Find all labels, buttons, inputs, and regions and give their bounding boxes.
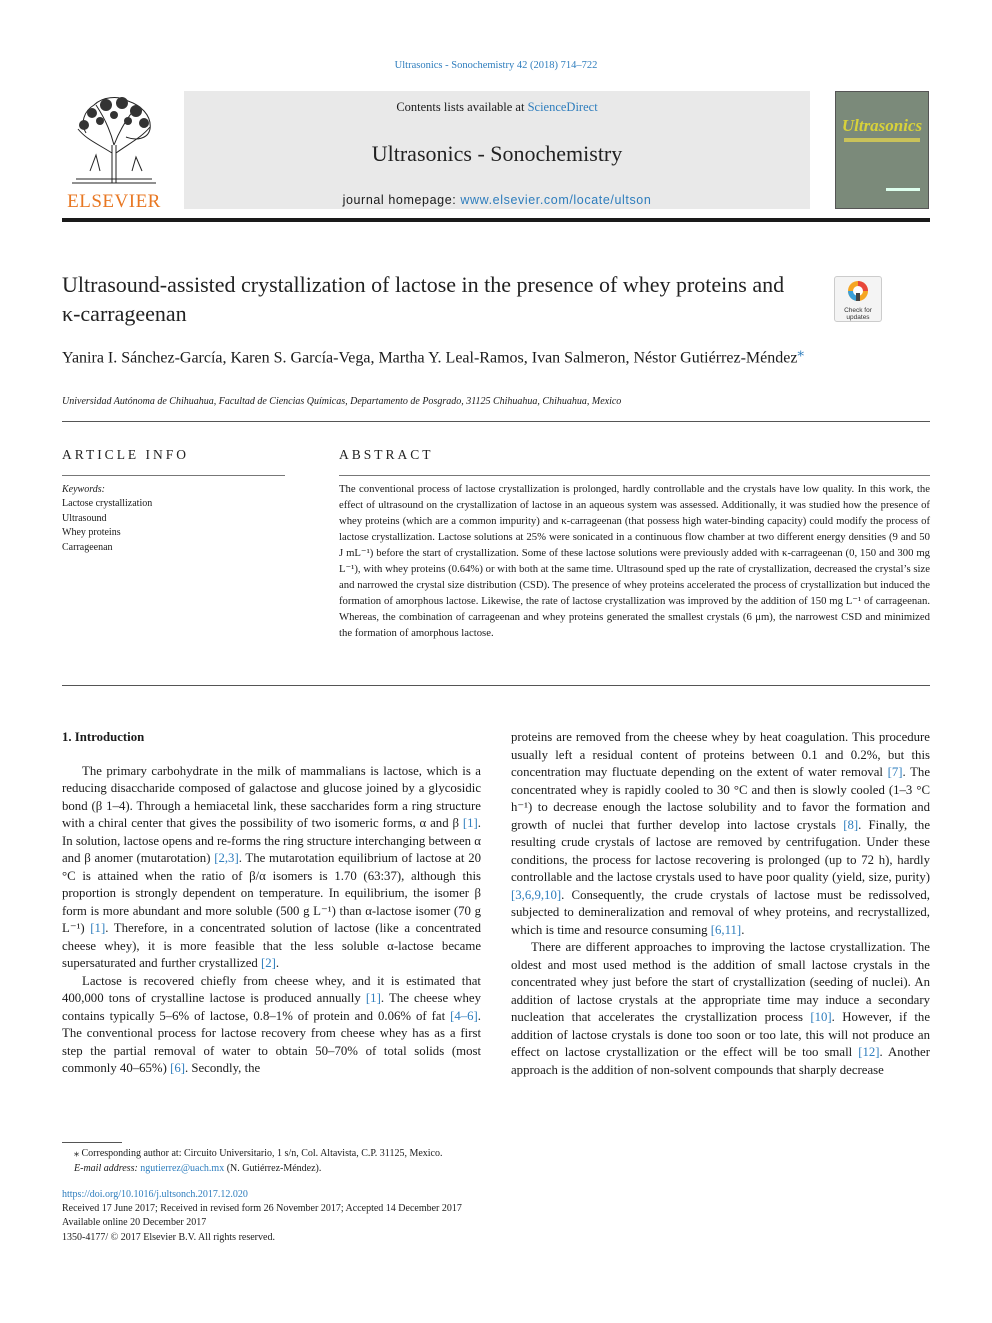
corresponding-author-mark[interactable]: ⁎ [797,344,805,359]
email-label: E-mail address: [74,1163,141,1174]
affiliation-divider [62,421,930,422]
keyword-item: Ultrasound [62,512,107,524]
journal-reference-link[interactable]: Ultrasonics - Sonochemistry 42 (2018) 714–722 [394,60,598,71]
text-run: . In solution, lactose opens and re-forms the ring structure interchanging between α and β anomer (mutarotation) [62,816,481,865]
text-run: . Therefore, in a concentrated solution of lactose (like a concentrated cheese whey), it is more feasible that the less soluble α-lactose became supersaturated and further crystallized [62,921,481,970]
footnote-mark: ⁎ [74,1148,79,1159]
journal-homepage-link[interactable]: www.elsevier.com/locate/ultson [460,193,652,207]
authors-text: Yanira I. Sánchez-García, Karen S. García-Vega, Martha Y. Leal-Ramos, Ivan Salmeron, Néstor Gutiérrez-Méndez [62,349,798,367]
citation-link[interactable]: [6] [170,1061,185,1075]
text-run: . Another approach is the addition of non-solvent compounds that sharply decrease [511,1045,930,1077]
received-dates: Received 17 June 2017; Received in revised form 26 November 2017; Accepted 14 December 2017 [62,1203,462,1215]
citation-link[interactable]: [6,11] [710,922,742,937]
citation-link[interactable]: [3,6,9,10] [511,887,562,902]
text-run: . Consequently, the crude crystals of lactose must be redissolved, subjected to demineralization and removal of whey proteins, and recrystallized, which is time and resource consuming [511,887,930,937]
doi-link[interactable]: https://doi.org/10.1016/j.ultsonch.2017.12.020 [62,1189,248,1200]
keyword-item: Lactose crystallization [62,498,153,510]
article-info-heading: ARTICLE INFO [62,447,190,462]
contents-line [184,100,810,115]
paragraph [511,729,930,939]
text-run: . Secondly, the [184,1061,261,1075]
journal-masthead [62,91,930,219]
keywords-label: Keywords: [62,484,105,495]
footnotes [62,1146,762,1176]
text-run: . The concentrated whey is rapidly cooled to 30 °C and then is slowly cooled (1–3 °C h⁻¹) to decrease enough the lactose solubility and to favor the formation and growth of nuclei that further develop into lactose crystals [511,765,931,832]
journal-header-box [184,91,810,209]
check-updates-label: Check for updates [844,307,872,321]
body-column-right [511,729,930,1079]
check-for-updates-button[interactable] [834,276,882,322]
citation-link[interactable]: [8] [843,817,859,832]
homepage-prefix: journal homepage: [342,193,461,207]
citation-link[interactable]: [12] [858,1045,880,1059]
text-run: . The cheese whey contains typically 5–6% of lactose, 0.8–1% of protein and 0.06% of fat [62,991,482,1023]
check-updates-icon [847,280,869,302]
paragraph [62,763,481,973]
keyword-item: Carrageenan [62,541,113,553]
elsevier-tree-icon [66,93,162,185]
footnote-divider [62,1142,122,1143]
cover-title: Ultrasonics [841,116,923,135]
citation-link[interactable]: [1] [365,991,381,1005]
journal-title: Ultrasonics - Sonochemistry [371,141,623,166]
publisher-name: ELSEVIER [67,191,161,212]
contents-prefix: Contents lists available at [396,100,528,114]
citation-link[interactable]: [2,3] [214,851,239,865]
cover-footer-bar [886,188,920,191]
text-run: . The mutarotation equilibrium of lactose at 20 °C is attained when the ratio of β/α isomers is 1.70 (63:37), although this proportion is strongly dependent on temperature. In equilibrium, the isomer β form is more abundant and more soluble (500 g L⁻¹) than α-lactose isomer (70 g L⁻¹) [62,851,481,935]
citation-link[interactable]: [1] [462,816,478,830]
footnote-text: Corresponding author at: Circuito Universitario, 1 s/n, Col. Altavista, C.P. 31125, Mexico. [79,1148,443,1159]
citation-link[interactable]: [2] [260,956,276,970]
citation-link[interactable]: [10] [810,1010,832,1024]
citation-link[interactable]: [1] [90,921,106,935]
citation-link[interactable]: [4–6] [450,1008,478,1023]
text-run: . However, if the addition of lactose crystals is done too soon or too late, this will not produce an effect on lactose crystallization or the effect will be too small [511,1010,931,1059]
article-info-divider [62,475,285,476]
corresponding-author-note [62,1146,762,1161]
publisher-logo[interactable] [62,91,172,211]
email-suffix: (N. Gutiérrez-Méndez). [224,1163,322,1174]
text-run: Lactose is recovered chiefly from cheese whey, and it is estimated that 400,000 tons of crystalline lactose is produced annually [62,973,481,1005]
email-note [62,1161,762,1176]
abstract-divider [339,475,930,476]
keyword-item: Whey proteins [62,527,121,539]
section-title: 1. Introduction [62,730,145,744]
homepage-line [184,193,810,207]
copyright-line: 1350-4177/ © 2017 Elsevier B.V. All rights reserved. [62,1231,275,1243]
keywords-block [62,483,292,555]
paragraph [62,973,481,1078]
masthead-divider [62,218,930,222]
article-history [62,1188,762,1245]
text-run: . [741,922,745,937]
text-run: proteins are removed from the cheese whey by heat coagulation. This procedure usually left a residual content of proteins between 0.1 and 0.2%, but this concentration may fluctuate depending on the extent of water removal [511,730,930,779]
paragraph [511,939,930,1079]
citation-link[interactable]: [7] [887,765,903,779]
email-link[interactable]: ngutierrez@uach.mx [140,1163,225,1174]
available-online: Available online 20 December 2017 [62,1217,207,1229]
affiliation: Universidad Autónoma de Chihuahua, Facultad de Ciencias Químicas, Departamento de Posgrado, 31125 Chihuahua, Chihuahua, Mexico [62,396,622,407]
article-title: Ultrasound-assisted crystallization of lactose in the presence of whey proteins and κ-carrageenan [62,272,785,326]
text-run: There are different approaches to improving the lactose crystallization. The oldest and most used method is the addition of small lactose crystals in the concentrated whey just before the start of crystallization (seeding of nuclei). An addition of lactose crystals at the appropriate time may induce a secondary nucleation that accelerates the crystallization process [511,940,930,1024]
body-column-left [62,729,481,1078]
text-run: . Finally, the resulting crude crystals of lactose are removed by centrifugation. Under these conditions, the process for lactose recovering is prolonged (up to 72 h), hardly controllable and the lactose crystals used to have poor quality (yield, size, purity) [511,817,931,884]
sciencedirect-link[interactable]: ScienceDirect [527,100,598,114]
text-run: . The conventional process for lactose recovery from cheese whey has as a first step the partial removal of water to obtain 50–70% of total solids (most commonly 40–65%) [62,1008,481,1075]
author-list [62,341,822,369]
cover-subtitle-bar [844,138,920,142]
text-run: . [275,956,280,970]
text-run: The primary carbohydrate in the milk of mammalians is lactose, which is a reducing disaccharide composed of galactose and glucose joined by a glycosidic bond (β 1–4). Through a hemiacetal link, these saccharides form a ring structure with a chiral center that gives the possibility of two isomeric forms, α and β [62,763,481,830]
abstract-bottom-divider [62,685,930,686]
abstract-text: The conventional process of lactose crystallization is prolonged, hardly controllable and the crystals have low quality. In this work, the effect of ultrasound on the crystallization of lactose in an aqueous system was assessed. Additionally, it was studied how the presence of whey proteins (which are a common impurity) and κ-carrageenan (that possess high water-binding capacity) could modify the process of lactose crystallization. Lactose solutions at 25% were sonicated in a continuous flow chamber at two different energy densities (9 and 50 J mL⁻¹) before the start of crystallization. Some of these lactose solutions were previously added with κ-carrageenan (0, 150 and 300 mg L⁻¹), with whey proteins (0.64%) or with both at the same time. Ultrasound sped up the rate of crystallization, decreased the crystal’s size and narrowed the crystal size distribution (CSD). The presence of whey proteins accelerated the process of crystallization but induced the formation of amorphous lactose. Likewise, the rate of lactose crystallization was improved by the addition of 150 mg L⁻¹ of carrageenan. Whereas, the combination of carrageenan and whey proteins generated the smallest crystals (6 μm), the narrowest CSD and minimized the formation of amorphous lactose. [339,483,930,639]
abstract-heading: ABSTRACT [339,447,434,462]
journal-cover-thumbnail[interactable] [835,91,929,209]
